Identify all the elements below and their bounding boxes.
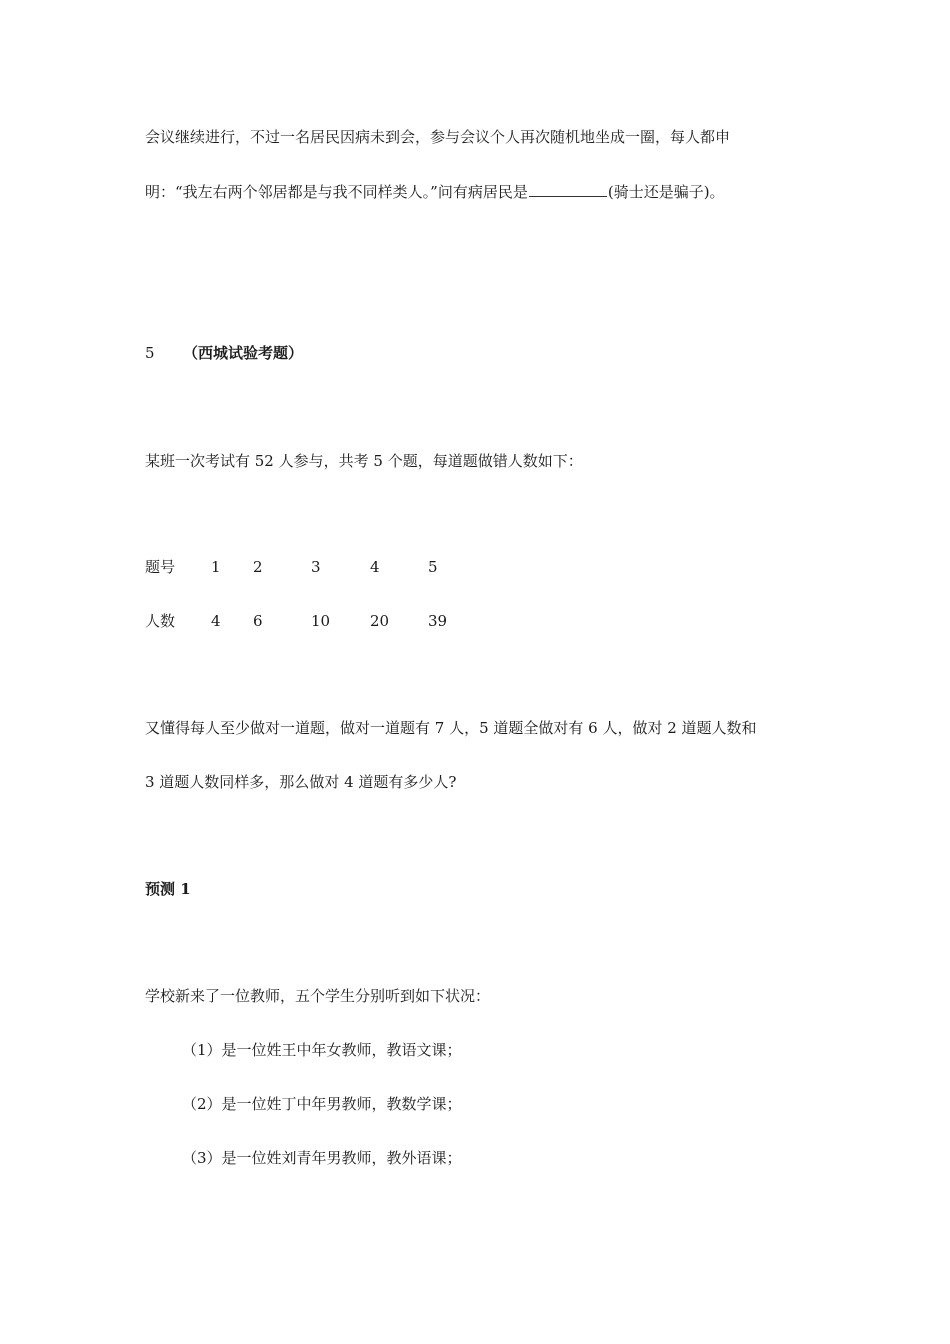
problem-number: 5	[145, 344, 155, 362]
table-cell: 5	[428, 558, 438, 576]
prediction-item: （1）是一位姓王中年女教师，教语文课；	[182, 1041, 462, 1059]
paragraph-1-line-2	[145, 182, 725, 202]
problem-5-condition-line-1: 又懂得每人至少做对一道题，做对一道题有 7 人，5 道题全做对有 6 人，做对 2 道题人数和	[145, 719, 757, 737]
table-cell: 39	[428, 612, 448, 630]
problem-5-intro: 某班一次考试有 52 人参与，共考 5 个题，每道题做错人数如下：	[145, 452, 583, 470]
table-row-label-question: 题号	[145, 558, 176, 576]
table-cell: 6	[253, 612, 263, 630]
table-cell: 3	[311, 558, 321, 576]
table-cell: 4	[370, 558, 380, 576]
prediction-item: （3）是一位姓刘青年男教师，教外语课；	[182, 1149, 462, 1167]
paragraph-1-line-2-text: 明：“我左右两个邻居都是与我不同样类人。”问有病居民是	[145, 183, 528, 201]
table-cell: 10	[311, 612, 331, 630]
table-cell: 20	[370, 612, 390, 630]
answer-blank	[529, 182, 607, 197]
prediction-1-intro: 学校新来了一位教师，五个学生分别听到如下状况：	[145, 987, 491, 1005]
table-cell: 1	[211, 558, 221, 576]
problem-title: （西城试验考题）	[183, 344, 304, 362]
table-row-label-count: 人数	[145, 612, 176, 630]
problem-5-condition-line-2: 3 道题人数同样多，那么做对 4 道题有多少人?	[145, 773, 457, 791]
problem-5-heading	[145, 343, 304, 363]
table-cell: 2	[253, 558, 263, 576]
prediction-item: （2）是一位姓丁中年男教师，教数学课；	[182, 1095, 462, 1113]
paragraph-1-line-2-tail: (骑士还是骗子)。	[607, 183, 725, 201]
table-cell: 4	[211, 612, 221, 630]
paragraph-1-line-1: 会议继续进行，不过一名居民因病未到会，参与会议个人再次随机地坐成一圈，每人都申	[145, 128, 731, 146]
prediction-1-heading: 预测 1	[145, 880, 191, 898]
